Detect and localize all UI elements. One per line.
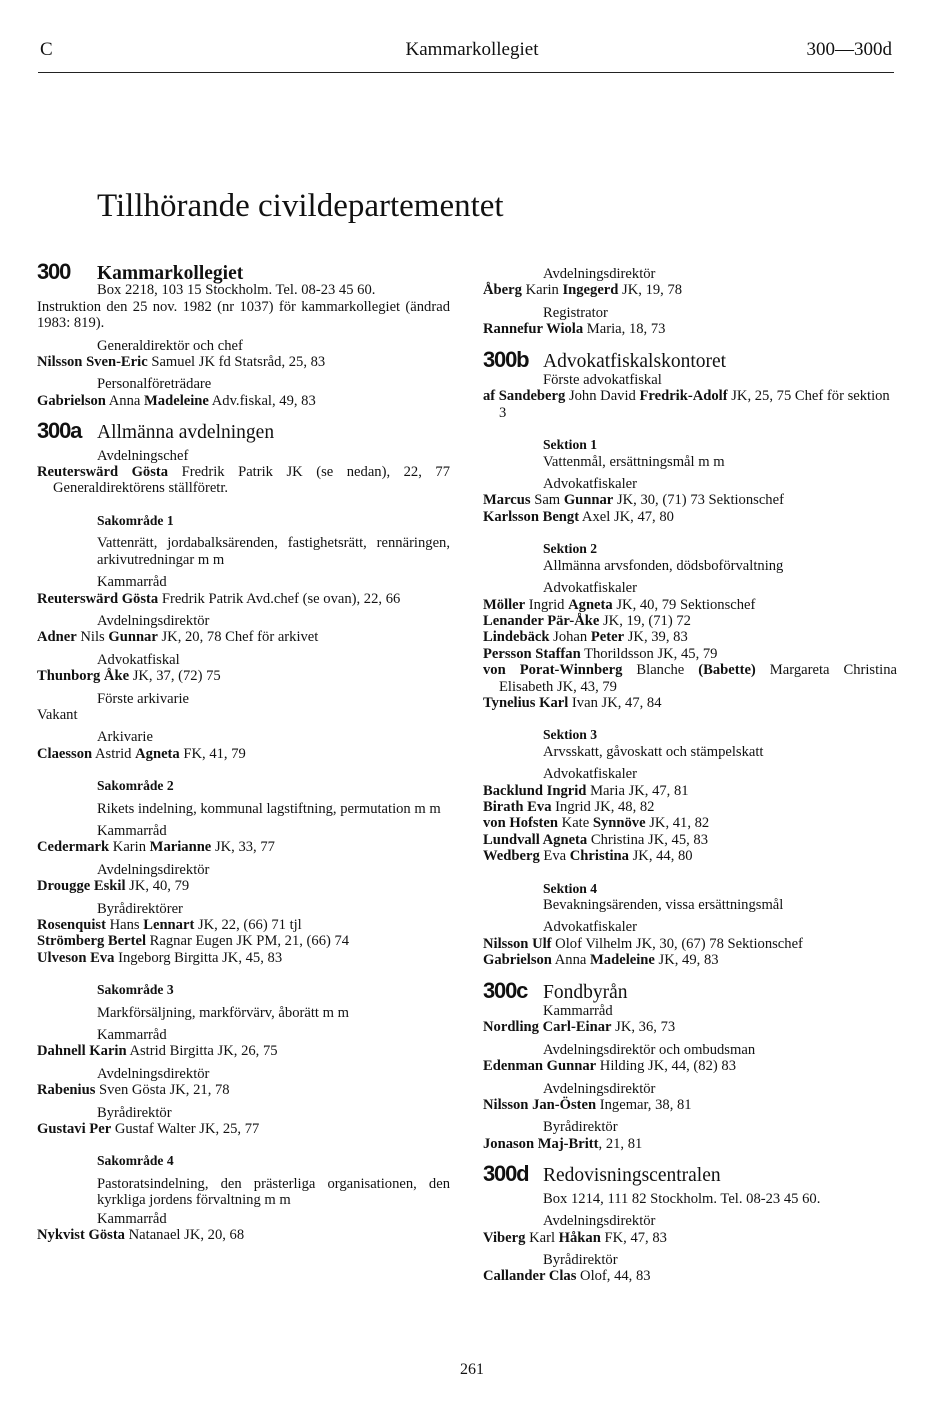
role-title: Avdelningsdirektör [97, 612, 210, 629]
page-title: Tillhörande civildepartementet [97, 188, 504, 224]
section-subheading: Sektion 3 [543, 727, 598, 743]
person-entry: Backlund Ingrid Maria JK, 47, 81 [483, 782, 689, 799]
section-name: Advokatfiskalskontoret [543, 350, 727, 372]
running-header-section-letter: C [40, 39, 53, 60]
person-entry: von Hofsten Kate Synnöve JK, 41, 82 [483, 815, 710, 832]
person-entry: Lindebäck Johan Peter JK, 39, 83 [483, 629, 688, 646]
section-code: 300a [37, 418, 82, 444]
header-rule [38, 72, 894, 73]
person-entry: Nilsson Sven-Eric Samuel JK fd Statsråd, 25, 83 [37, 354, 326, 371]
section-300-heading [37, 259, 450, 284]
running-header-title: Kammarkollegiet [405, 39, 539, 60]
person-entry: Dahnell Karin Astrid Birgitta JK, 26, 75 [37, 1043, 278, 1060]
role-title: Avdelningsdirektör [543, 1080, 656, 1097]
section-name: Allmänna avdelningen [97, 422, 275, 444]
section-description: Bevakningsärenden, vissa ersättningsmål [543, 897, 784, 913]
section-subheading: Sektion 1 [543, 437, 598, 453]
section-code: 300b [483, 346, 529, 372]
role-title: Förste advokatfiskal [543, 372, 662, 389]
person-entry: Persson Staffan Thorildsson JK, 45, 79 [483, 645, 718, 662]
role-title: Avdelningschef [97, 447, 189, 464]
subarea-description: Vattenrätt, jordabalksärenden, fastighetsrätt, rennäringen, arkivutredningar m m [97, 535, 450, 568]
role-title: Byrådirektör [543, 1251, 618, 1268]
address: Box 1214, 111 82 Stockholm. Tel. 08-23 45 60. [543, 1190, 821, 1207]
person-entry: Thunborg Åke JK, 37, (72) 75 [37, 668, 221, 685]
role-title: Kammarråd [97, 1027, 167, 1044]
person-entry: Åberg Karin Ingegerd JK, 19, 78 [483, 282, 683, 299]
role-title: Personalföreträdare [97, 376, 212, 393]
section-code: 300 [37, 259, 71, 284]
person-entry: Nilsson Jan-Östen Ingemar, 38, 81 [483, 1097, 692, 1114]
role-title: Advokatfiskaler [543, 766, 638, 783]
person-entry: Tynelius Karl Ivan JK, 47, 84 [483, 694, 662, 711]
address: Box 2218, 103 15 Stockholm. Tel. 08-23 45 60. [97, 282, 376, 299]
person-entry: Callander Clas Olof, 44, 83 [483, 1268, 651, 1285]
section-name: Redovisningscentralen [543, 1165, 721, 1187]
person-entry: Gabrielson Anna Madeleine Adv.fiskal, 49, 83 [37, 392, 316, 409]
person-entry: Adner Nils Gunnar JK, 20, 78 Chef för arkivet [37, 629, 319, 646]
person-entry: Rannefur Wiola Maria, 18, 73 [483, 321, 666, 338]
role-title: Advokatfiskaler [543, 580, 638, 597]
person-entry: Jonason Maj-Britt, 21, 81 [483, 1135, 643, 1152]
role-title: Kammarråd [97, 822, 167, 839]
role-title: Advokatfiskaler [543, 476, 638, 493]
page-number: 261 [460, 1361, 484, 1378]
right-column [483, 264, 897, 1285]
person-entry: Vakant [37, 706, 78, 723]
person-entry: Gustavi Per Gustaf Walter JK, 25, 77 [37, 1121, 260, 1138]
person-entry: Viberg Karl Håkan FK, 47, 83 [483, 1229, 667, 1246]
section-300d-heading [483, 1161, 897, 1187]
person-entry: Edenman Gunnar Hilding JK, 44, (82) 83 [483, 1058, 736, 1075]
person-entry: af Sandeberg John David Fredrik-Adolf JK, 25, 75 Chef för sektion 3 [483, 388, 890, 421]
person-entry: Rosenquist Hans Lennart JK, 22, (66) 71 tjl [37, 917, 302, 933]
section-subheading: Sektion 4 [543, 880, 598, 896]
person-entry: Birath Eva Ingrid JK, 48, 82 [483, 798, 655, 815]
person-entry: Claesson Astrid Agneta FK, 41, 79 [37, 745, 246, 762]
section-name: Kammarkollegiet [97, 263, 244, 284]
subarea-description: Pastoratsindelning, den prästerliga organisationen, den kyrkliga jordens förvaltning m m [97, 1175, 450, 1209]
role-title: Kammarråd [97, 1210, 167, 1227]
role-title: Förste arkivarie [97, 690, 189, 707]
person-entry: Strömberg Bertel Ragnar Eugen JK PM, 21, (66) 74 [37, 933, 350, 950]
running-header-range: 300—300d [806, 39, 892, 60]
subarea-heading: Sakområde 3 [97, 982, 174, 998]
role-title: Avdelningsdirektör [543, 266, 656, 282]
person-entry: von Porat-Winnberg Blanche (Babette) Margareta Christina Elisabeth JK, 43, 79 [483, 662, 897, 695]
person-entry: Reuterswärd Gösta Fredrik Patrik JK (se nedan), 22, 77 Generaldirektörens ställföretr. [37, 464, 450, 497]
role-title: Kammarråd [543, 1003, 613, 1020]
person-entry: Nordling Carl-Einar JK, 36, 73 [483, 1019, 676, 1036]
subarea-description: Rikets indelning, kommunal lagstiftning, permutation m m [97, 800, 441, 817]
role-title: Generaldirektör och chef [97, 337, 243, 354]
person-entry: Lenander Pär-Åke JK, 19, (71) 72 [483, 612, 691, 629]
section-description: Allmänna arvsfonden, dödsboförvaltning [543, 557, 784, 574]
role-title: Avdelningsdirektör [97, 861, 210, 878]
role-title: Byrådirektör [543, 1119, 618, 1136]
role-title: Avdelningsdirektör och ombudsman [543, 1041, 756, 1058]
person-entry: Gabrielson Anna Madeleine JK, 49, 83 [483, 952, 719, 969]
role-title: Avdelningsdirektör [543, 1213, 656, 1230]
subarea-description: Markförsäljning, markförvärv, åborätt m m [97, 1004, 349, 1021]
role-title: Advokatfiskal [97, 651, 180, 668]
subarea-heading: Sakområde 4 [97, 1153, 174, 1169]
instruction: Instruktion den 25 nov. 1982 (nr 1037) för kammarkollegiet (ändrad 1983: 819). [37, 298, 450, 332]
section-code: 300d [483, 1161, 529, 1187]
person-entry: Ulveson Eva Ingeborg Birgitta JK, 45, 83 [37, 949, 283, 966]
subarea-heading: Sakområde 1 [97, 512, 174, 528]
role-title: Advokatfiskaler [543, 919, 638, 936]
person-entry: Lundvall Agneta Christina JK, 45, 83 [483, 831, 709, 848]
role-title: Kammarråd [97, 574, 167, 591]
person-entry: Möller Ingrid Agneta JK, 40, 79 Sektionschef [483, 596, 756, 613]
section-300a-heading [37, 418, 450, 444]
subarea-heading: Sakområde 2 [97, 778, 174, 794]
section-subheading: Sektion 2 [543, 541, 598, 557]
section-name: Fondbyrån [543, 981, 628, 1003]
person-entry: Drougge Eskil JK, 40, 79 [37, 878, 190, 895]
section-description: Arvsskatt, gåvoskatt och stämpelskatt [543, 743, 764, 760]
left-column [37, 259, 450, 1244]
section-300c-heading [483, 977, 897, 1003]
person-entry: Cedermark Karin Marianne JK, 33, 77 [37, 839, 275, 856]
role-title: Byrådirektör [97, 1104, 172, 1121]
section-code: 300c [483, 977, 528, 1003]
person-entry: Wedberg Eva Christina JK, 44, 80 [483, 848, 693, 865]
role-title: Registrator [543, 304, 608, 321]
person-entry: Rabenius Sven Gösta JK, 21, 78 [37, 1082, 230, 1099]
role-title: Byrådirektörer [97, 900, 183, 917]
person-entry: Karlsson Bengt Axel JK, 47, 80 [483, 508, 674, 525]
role-title: Arkivarie [97, 729, 153, 746]
person-entry: Marcus Sam Gunnar JK, 30, (71) 73 Sektionschef [483, 492, 784, 509]
section-description: Vattenmål, ersättningsmål m m [543, 453, 725, 470]
person-entry: Nykvist Gösta Natanael JK, 20, 68 [37, 1227, 245, 1244]
role-title: Avdelningsdirektör [97, 1065, 210, 1082]
person-entry: Nilsson Ulf Olof Vilhelm JK, 30, (67) 78 Sektionschef [483, 935, 803, 952]
section-300b-heading [483, 346, 897, 372]
person-entry: Reuterswärd Gösta Fredrik Patrik Avd.chef (se ovan), 22, 66 [37, 590, 401, 607]
